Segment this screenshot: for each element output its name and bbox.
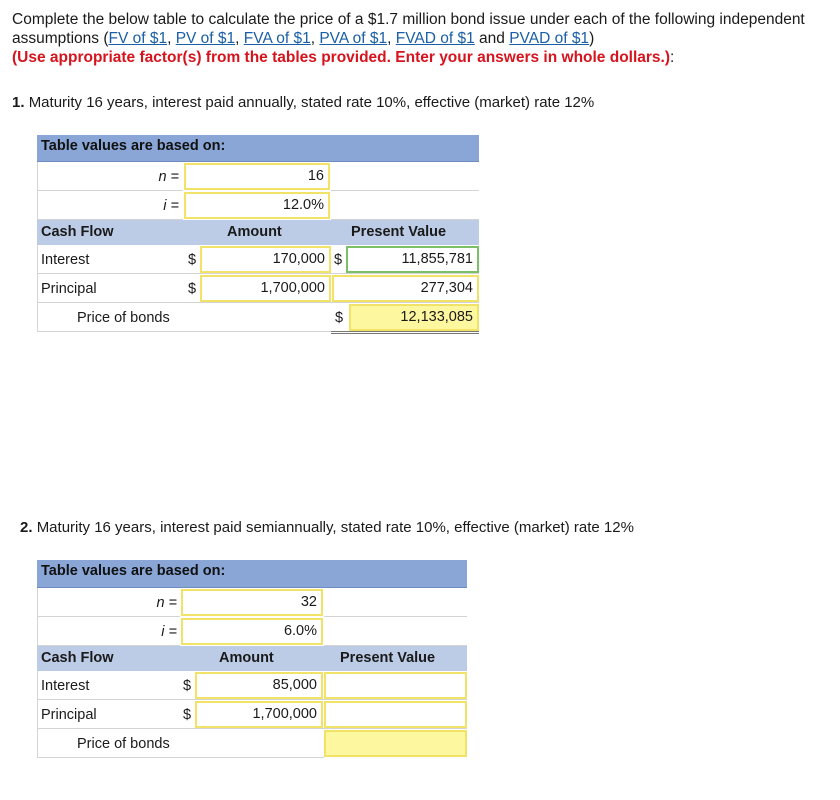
- problem-2-heading: 2. Maturity 16 years, interest paid semiannually, stated rate 10%, effective (market) rate 12%: [20, 519, 634, 536]
- table-header: Table values are based on:: [37, 560, 467, 588]
- n-label: n =: [156, 595, 177, 611]
- principal-dollar: $: [188, 281, 197, 297]
- instructions: Complete the below table to calculate the price of a $1.7 million bond issue under each of the following independent assumptions (FV of $1, PV of $1, FVA of $1, PVA of $1, FVAD of $1 and PVAD of $1) (Use appropriate factor(s) from the tables provided. Enter your answers in whole dollars.):: [12, 11, 805, 66]
- principal-label: Principal: [41, 281, 97, 297]
- principal-amount-input[interactable]: 1,700,000: [195, 701, 323, 728]
- interest-pv-dollar: $: [334, 252, 343, 268]
- col-cash-flow: Cash Flow: [41, 224, 114, 240]
- link-pv[interactable]: PV of $1: [175, 30, 236, 47]
- interest-pv-input[interactable]: 11,855,781: [346, 246, 479, 273]
- i-label: i =: [163, 198, 179, 214]
- link-fv[interactable]: FV of $1: [108, 30, 168, 47]
- interest-label: Interest: [41, 252, 90, 268]
- n-input[interactable]: 32: [181, 589, 323, 616]
- principal-pv-input[interactable]: [324, 701, 467, 728]
- i-input[interactable]: 6.0%: [181, 618, 323, 645]
- principal-dollar: $: [183, 707, 192, 723]
- col-present-value: Present Value: [340, 650, 436, 666]
- table-header: Table values are based on:: [37, 135, 479, 162]
- principal-label: Principal: [41, 707, 97, 723]
- link-fva[interactable]: FVA of $1: [243, 30, 311, 47]
- col-present-value: Present Value: [351, 224, 447, 240]
- interest-dollar: $: [183, 678, 192, 694]
- col-amount: Amount: [227, 224, 282, 240]
- i-label: i =: [161, 624, 177, 640]
- interest-amount-input[interactable]: 170,000: [200, 246, 331, 273]
- principal-amount-input[interactable]: 1,700,000: [200, 275, 331, 302]
- i-input[interactable]: 12.0%: [184, 192, 330, 219]
- interest-dollar: $: [188, 252, 197, 268]
- interest-amount-input[interactable]: 85,000: [195, 672, 323, 699]
- interest-pv-input[interactable]: [324, 672, 467, 699]
- link-pvad[interactable]: PVAD of $1: [509, 30, 590, 47]
- col-cash-flow: Cash Flow: [41, 650, 114, 666]
- n-input[interactable]: 16: [184, 163, 330, 190]
- link-pva[interactable]: PVA of $1: [319, 30, 388, 47]
- price-label: Price of bonds: [77, 736, 170, 752]
- link-fvad[interactable]: FVAD of $1: [395, 30, 475, 47]
- price-input[interactable]: [324, 730, 467, 757]
- n-label: n =: [158, 169, 179, 185]
- principal-pv-input[interactable]: 277,304: [332, 275, 479, 302]
- price-label: Price of bonds: [77, 310, 170, 326]
- problem-1-heading: 1. Maturity 16 years, interest paid annually, stated rate 10%, effective (market) rate 12%: [12, 94, 595, 111]
- price-input[interactable]: 12,133,085: [349, 304, 479, 331]
- problem-1-table: [37, 135, 479, 335]
- price-dollar: $: [335, 310, 344, 326]
- problem-2-table: [37, 560, 467, 760]
- intro-text: Complete the below table to calculate the price of a $1.7 million bond issue under each of the following independent assumptions (: [12, 11, 805, 47]
- instruction-text: (Use appropriate factor(s) from the tables provided. Enter your answers in whole dollars.): [12, 49, 671, 66]
- col-amount: Amount: [219, 650, 274, 666]
- interest-label: Interest: [41, 678, 90, 694]
